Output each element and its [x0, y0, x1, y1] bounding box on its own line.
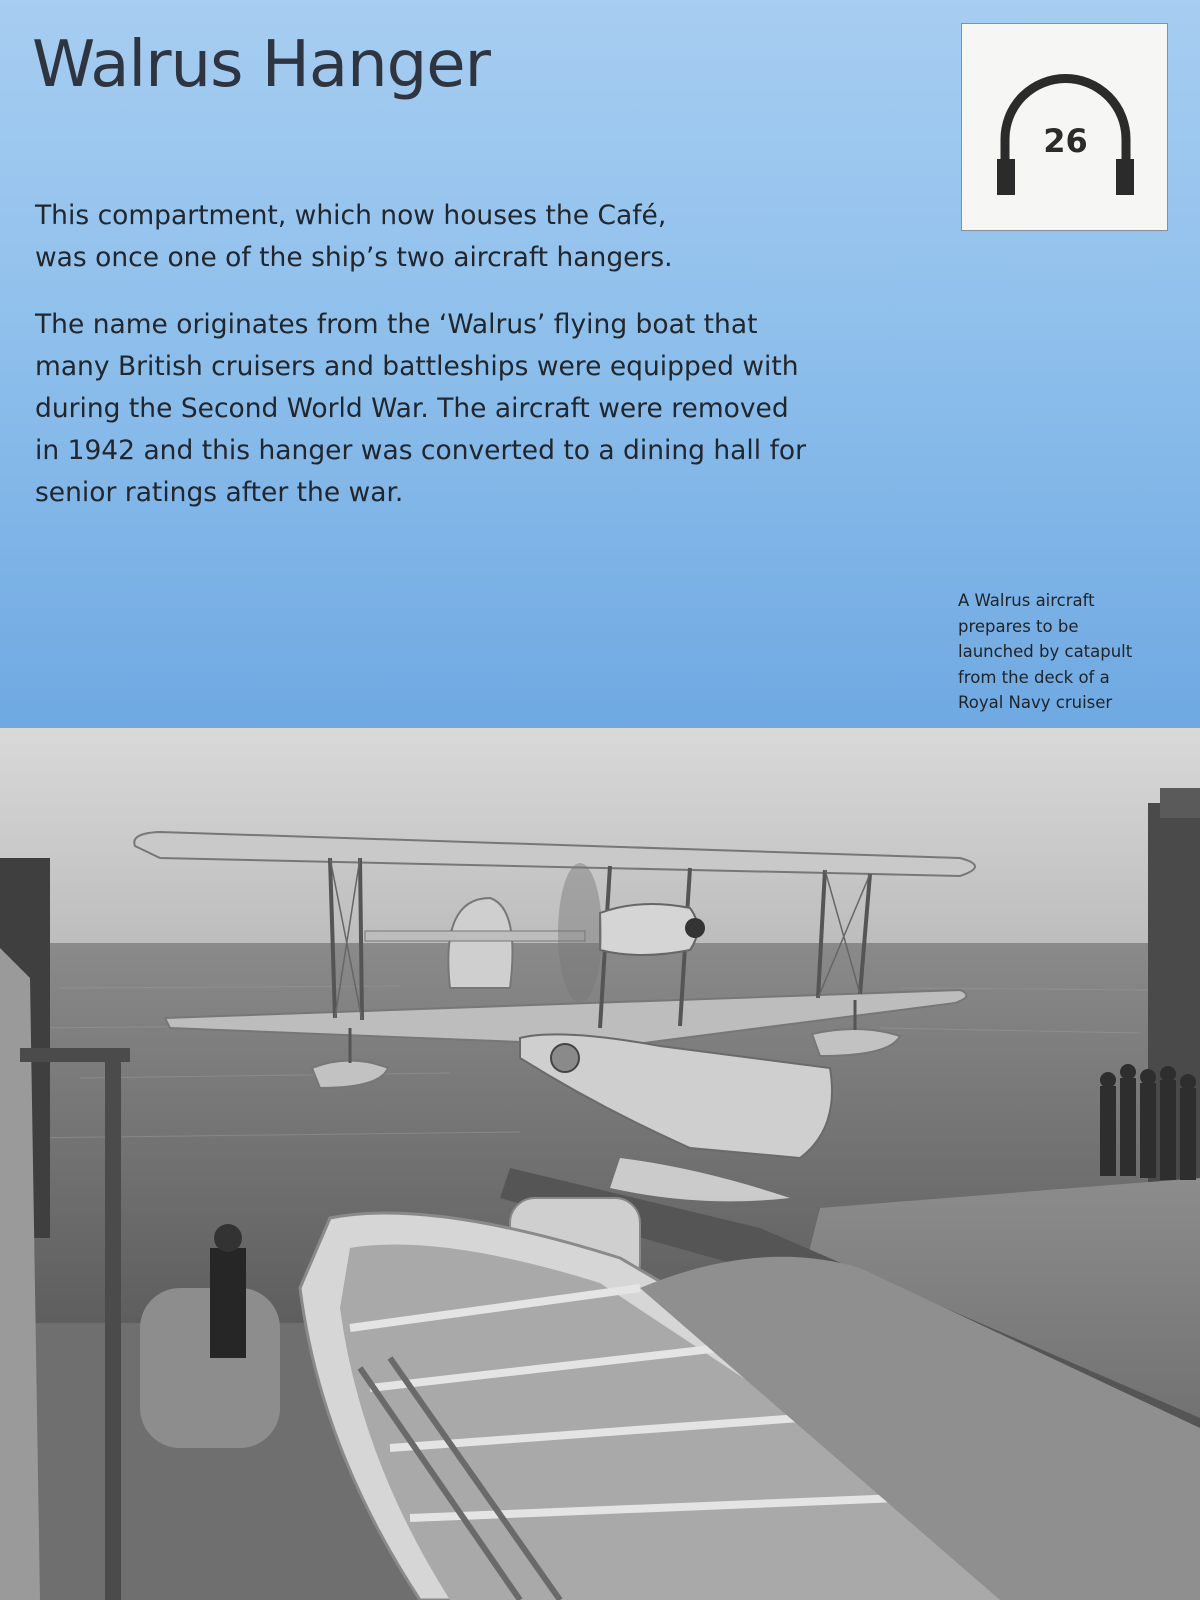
- info-panel: [0, 0, 1200, 728]
- caption-line: launched by catapult: [958, 642, 1133, 661]
- caption-line: from the deck of a: [958, 667, 1110, 687]
- history-line: during the Second World War. The aircraft were removed: [35, 393, 789, 424]
- photo-caption: [958, 588, 1178, 716]
- walrus-aircraft-photo: [0, 728, 1200, 1600]
- intro-line: This compartment, which now houses the Café,: [35, 200, 667, 231]
- caption-line: Royal Navy cruiser: [958, 693, 1113, 712]
- history-line: many British cruisers and battleships were equipped with: [35, 351, 799, 382]
- audio-stop-number: 26: [1043, 122, 1088, 160]
- audio-guide-badge: [961, 23, 1168, 231]
- history-line: senior ratings after the war.: [35, 477, 404, 508]
- history-paragraph: [35, 304, 855, 514]
- caption-line: prepares to be: [958, 616, 1079, 636]
- intro-paragraph: [35, 195, 855, 279]
- intro-line: was once one of the ship’s two aircraft hangers.: [35, 242, 673, 273]
- photo-illustration: [0, 728, 1200, 1600]
- history-line: in 1942 and this hanger was converted to a dining hall for: [35, 435, 807, 466]
- page-title: Walrus Hanger: [32, 28, 490, 102]
- caption-line: A Walrus aircraft: [958, 591, 1095, 610]
- history-line: The name originates from the ‘Walrus’ flying boat that: [35, 309, 758, 340]
